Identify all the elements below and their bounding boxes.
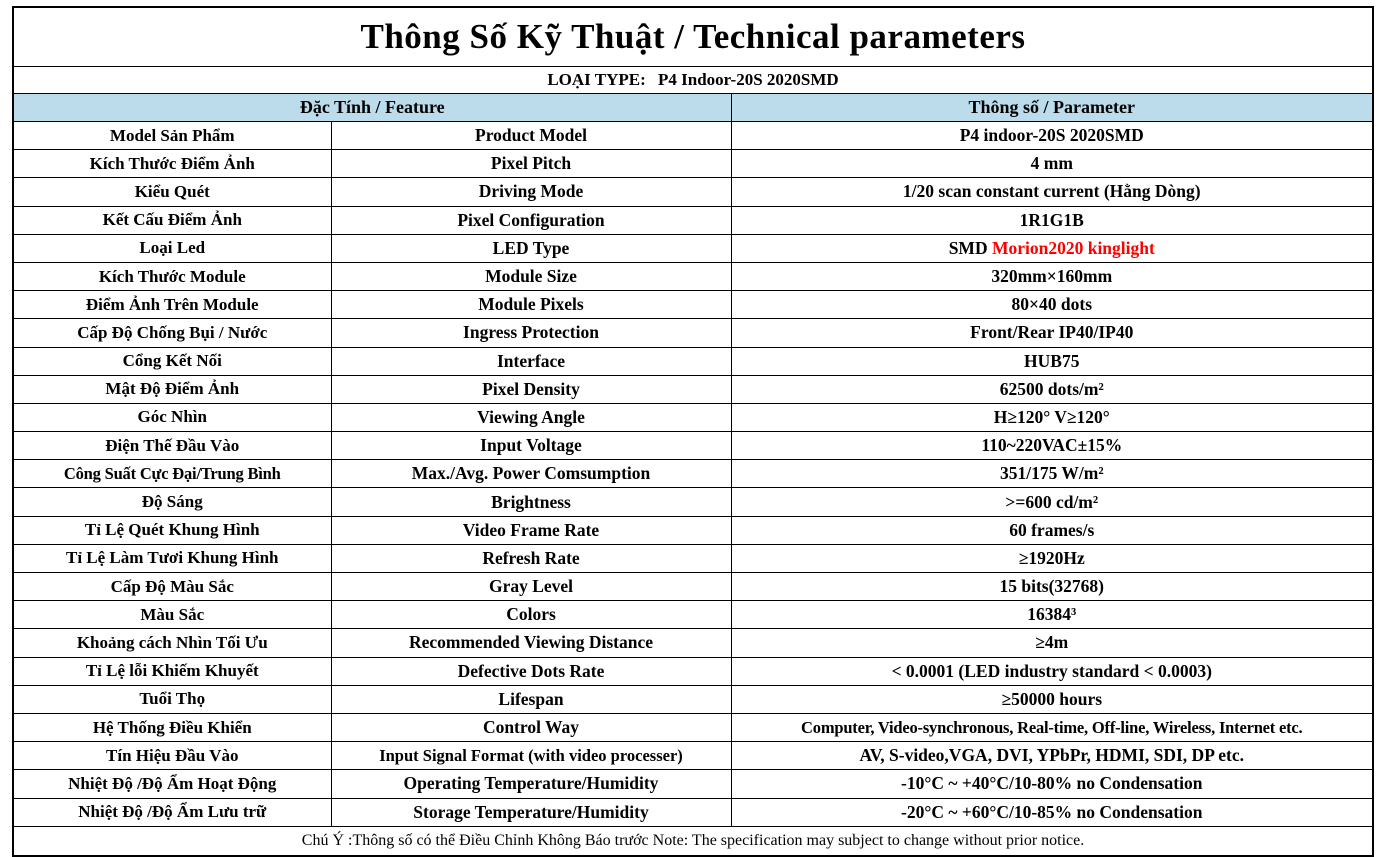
table-row: [13, 573, 1373, 601]
table-row: [13, 432, 1373, 460]
row-label-vn: Tuổi Thọ: [13, 685, 331, 713]
column-header-feature: Đặc Tính / Feature: [13, 94, 731, 122]
row-value: 60 frames/s: [731, 516, 1373, 544]
table-row: [13, 178, 1373, 206]
row-label-en: Gray Level: [331, 573, 731, 601]
row-value: >=600 cd/m²: [731, 488, 1373, 516]
table-row: [13, 544, 1373, 572]
row-label-vn: Màu Sắc: [13, 601, 331, 629]
row-label-en: Pixel Density: [331, 375, 731, 403]
row-value: ≥1920Hz: [731, 544, 1373, 572]
row-value: 1/20 scan constant current (Hằng Dòng): [731, 178, 1373, 206]
table-row: [13, 347, 1373, 375]
row-value: 110~220VAC±15%: [731, 432, 1373, 460]
column-header-parameter: Thông số / Parameter: [731, 94, 1373, 122]
row-label-vn: Công Suất Cực Đại/Trung Bình: [13, 460, 331, 488]
row-value: ≥50000 hours: [731, 685, 1373, 713]
row-label-en: Interface: [331, 347, 731, 375]
row-label-en: Defective Dots Rate: [331, 657, 731, 685]
row-label-vn: Nhiệt Độ /Độ Ẩm Hoạt Động: [13, 770, 331, 798]
row-label-vn: Tỉ Lệ Quét Khung Hình: [13, 516, 331, 544]
row-label-vn: Cấp Độ Chống Bụi / Nước: [13, 319, 331, 347]
note-row: [13, 826, 1373, 856]
row-label-en: Product Model: [331, 122, 731, 150]
table-row: [13, 685, 1373, 713]
row-label-vn: Hệ Thống Điều Khiển: [13, 713, 331, 741]
row-label-en: Max./Avg. Power Comsumption: [331, 460, 731, 488]
row-value: < 0.0001 (LED industry standard < 0.0003): [731, 657, 1373, 685]
table-row: [13, 601, 1373, 629]
row-label-en: Operating Temperature/Humidity: [331, 770, 731, 798]
row-label-vn: Tỉ Lệ Làm Tươi Khung Hình: [13, 544, 331, 572]
table-row: [13, 770, 1373, 798]
row-value: 4 mm: [731, 150, 1373, 178]
row-label-vn: Mật Độ Điểm Ảnh: [13, 375, 331, 403]
row-label-en: Lifespan: [331, 685, 731, 713]
row-value-text: SMD: [948, 237, 992, 258]
row-label-en: LED Type: [331, 234, 731, 262]
row-value: H≥120° V≥120°: [731, 403, 1373, 431]
table-body: [13, 7, 1373, 856]
row-value: [731, 234, 1373, 262]
row-value: 62500 dots/m²: [731, 375, 1373, 403]
type-line: [13, 67, 1373, 94]
page-title: Thông Số Kỹ Thuật / Technical parameters: [13, 7, 1373, 67]
row-value: 80×40 dots: [731, 291, 1373, 319]
row-label-en: Pixel Pitch: [331, 150, 731, 178]
table-row: [13, 742, 1373, 770]
row-label-vn: Cổng Kết Nối: [13, 347, 331, 375]
type-label: LOẠI TYPE:: [547, 70, 646, 89]
row-label-en: Colors: [331, 601, 731, 629]
row-value: 351/175 W/m²: [731, 460, 1373, 488]
row-label-vn: Kích Thước Module: [13, 262, 331, 290]
row-label-vn: Điểm Ảnh Trên Module: [13, 291, 331, 319]
footer-note: Chú Ý :Thông số có thể Điều Chỉnh Không Báo trước Note: The specification may subject to change without prior notice.: [13, 826, 1373, 856]
row-label-en: Module Pixels: [331, 291, 731, 319]
header-row: [13, 94, 1373, 122]
row-label-en: Brightness: [331, 488, 731, 516]
row-value: Computer, Video-synchronous, Real-time, Off-line, Wireless, Internet etc.: [731, 713, 1373, 741]
row-label-vn: Nhiệt Độ /Độ Ẩm Lưu trữ: [13, 798, 331, 826]
row-label-en: Input Signal Format (with video processer): [331, 742, 731, 770]
row-value: -10°C ~ +40°C/10-80% no Condensation: [731, 770, 1373, 798]
table-row: [13, 375, 1373, 403]
row-value: Front/Rear IP40/IP40: [731, 319, 1373, 347]
row-label-vn: Tỉ Lệ lỗi Khiếm Khuyết: [13, 657, 331, 685]
row-label-vn: Cấp Độ Màu Sắc: [13, 573, 331, 601]
row-label-en: Refresh Rate: [331, 544, 731, 572]
row-label-en: Ingress Protection: [331, 319, 731, 347]
table-row: [13, 234, 1373, 262]
table-row: [13, 798, 1373, 826]
row-label-en: Storage Temperature/Humidity: [331, 798, 731, 826]
table-row: [13, 206, 1373, 234]
row-value: 16384³: [731, 601, 1373, 629]
row-label-vn: Loại Led: [13, 234, 331, 262]
table-row: [13, 460, 1373, 488]
row-value: -20°C ~ +60°C/10-85% no Condensation: [731, 798, 1373, 826]
title-row: [13, 7, 1373, 67]
type-value: P4 Indoor-20S 2020SMD: [657, 70, 839, 89]
row-label-vn: Độ Sáng: [13, 488, 331, 516]
table-row: [13, 122, 1373, 150]
row-value: HUB75: [731, 347, 1373, 375]
row-value: ≥4m: [731, 629, 1373, 657]
row-label-vn: Model Sản Phẩm: [13, 122, 331, 150]
row-label-vn: Góc Nhìn: [13, 403, 331, 431]
row-value: 320mm×160mm: [731, 262, 1373, 290]
table-row: [13, 291, 1373, 319]
row-label-en: Driving Mode: [331, 178, 731, 206]
row-label-vn: Kết Cấu Điểm Ảnh: [13, 206, 331, 234]
row-label-vn: Kích Thước Điểm Ảnh: [13, 150, 331, 178]
table-row: [13, 262, 1373, 290]
technical-parameters-table: [12, 6, 1374, 857]
table-row: [13, 488, 1373, 516]
row-label-vn: Điện Thế Đầu Vào: [13, 432, 331, 460]
table-row: [13, 403, 1373, 431]
row-label-en: Recommended Viewing Distance: [331, 629, 731, 657]
table-row: [13, 319, 1373, 347]
row-label-en: Module Size: [331, 262, 731, 290]
table-row: [13, 713, 1373, 741]
row-label-vn: Khoảng cách Nhìn Tối Ưu: [13, 629, 331, 657]
row-value: P4 indoor-20S 2020SMD: [731, 122, 1373, 150]
row-label-vn: Tín Hiệu Đầu Vào: [13, 742, 331, 770]
row-label-en: Video Frame Rate: [331, 516, 731, 544]
type-row: [13, 67, 1373, 94]
table-row: [13, 150, 1373, 178]
table-row: [13, 629, 1373, 657]
row-value: 15 bits(32768): [731, 573, 1373, 601]
row-value: AV, S-video,VGA, DVI, YPbPr, HDMI, SDI, DP etc.: [731, 742, 1373, 770]
row-label-en: Input Voltage: [331, 432, 731, 460]
row-label-en: Pixel Configuration: [331, 206, 731, 234]
table-row: [13, 657, 1373, 685]
table-row: [13, 516, 1373, 544]
row-label-en: Control Way: [331, 713, 731, 741]
row-value-highlight: Morion2020 kinglight: [991, 237, 1155, 258]
row-value: 1R1G1B: [731, 206, 1373, 234]
row-label-vn: Kiểu Quét: [13, 178, 331, 206]
row-label-en: Viewing Angle: [331, 403, 731, 431]
